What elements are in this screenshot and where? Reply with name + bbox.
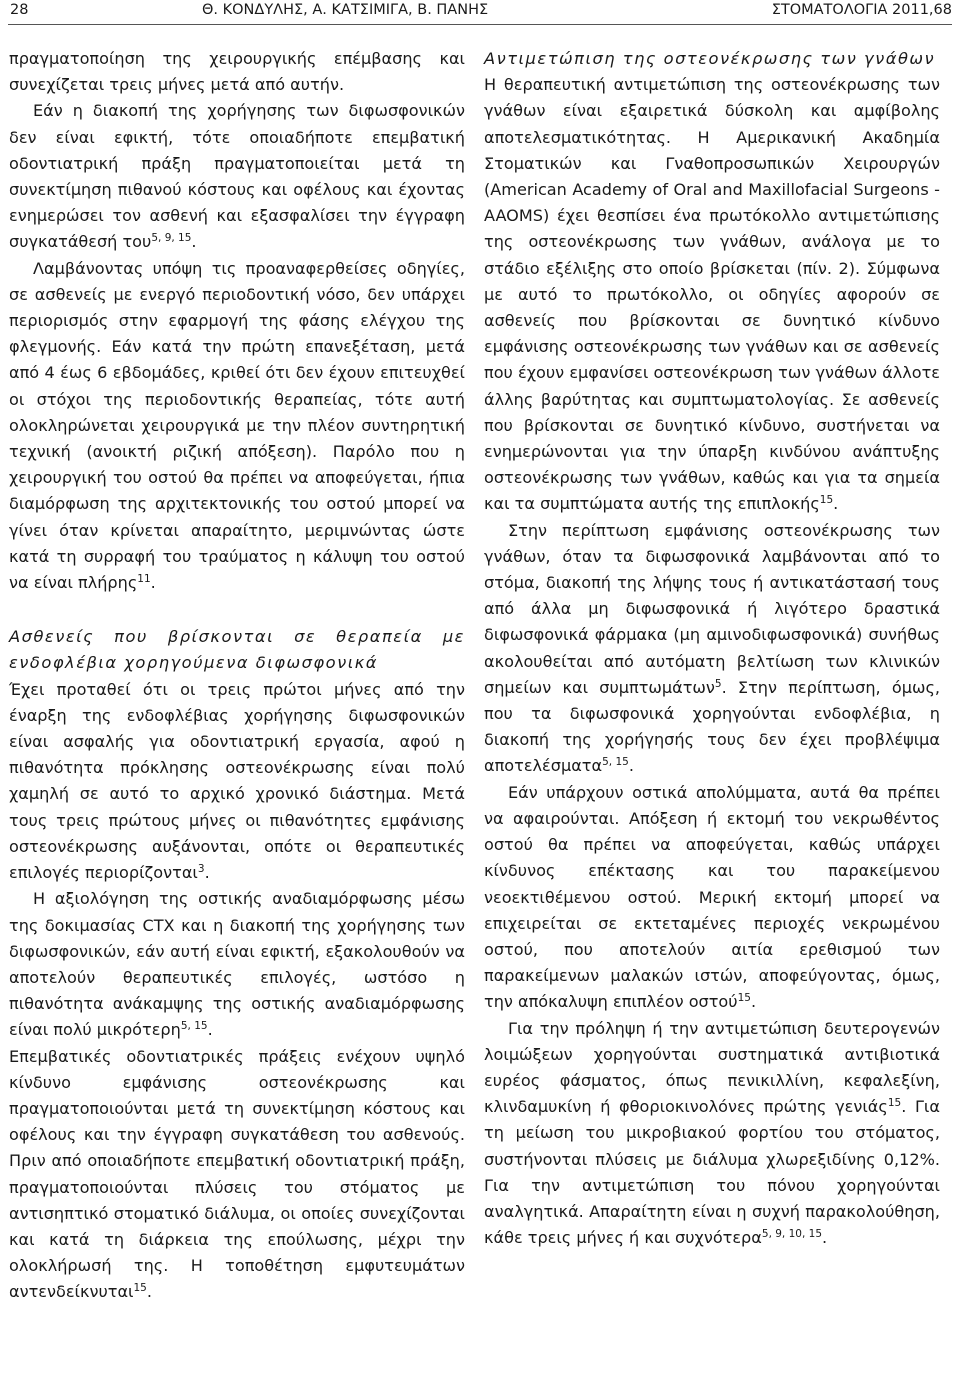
paragraph: Για την πρόληψη ή την αντιμετώπιση δευτερογενών λοιμώξεων χορηγούνται συστηματικά αντιβιοτικά ευρέος φάσματος, όπως πενικιλλίνη, κεφαλεξίνη, κλινδαμυκίνη ή φθοριοκινολόνες πρώτης γενιάς$^{15}$. Για τη μείωση του μικροβιακού φορτίου του στόματος, συστήνονται πλύσεις με διάλυμα χλωρεξιδίνης 0,12%. Για την αντιμετώπιση του πόνου χορηγούνται αναλγητικά. Απαραίτητη είναι η συχνή παρακολούθηση, κάθε τρεις μήνες ή και συχνότερα$^{5, 9, 10, 15}$. — [484, 1018, 940, 1248]
reference: 15 — [133, 1282, 147, 1295]
reference: 15 — [887, 1097, 902, 1110]
paragraph: Επεμβατικές οδοντιατρικές πράξεις ενέχουν υψηλό κίνδυνο εμφάνισης οστεονέκρωσης και πραγματοποιούνται μετά τη συνεκτίμηση κόστους και οφέλους και την έγγραφη συγκατάθεση του ασθενούς. Πριν από οποιαδήποτε επεμβατική οδοντιατρική πράξη, πραγματοποιούνται πλύσεις του στόματος με αντισηπτικό στοματικό διάλυμα, οι οποίες συνεχίζονται και κατά τη διάρκεια της επούλωσης, μέχρι την ολοκλήρωσή της. Η τοποθέτηση εμφυτευμάτων αντενδείκνυται$^{15}$. — [9, 1046, 465, 1302]
paragraph-text: Εάν υπάρχουν οστικά απολύμματα, αυτά θα πρέπει να αφαιρούνται. Απόξεση ή εκτομή του νεκρωθέντος οστού θα πρέπει να αποφεύγεται, καθώς υπάρχει κίνδυνος επέκτασης και του παρακείμενου νεοεκτιθέμενου οστού. Μερική εκτομή μπορεί να επιχειρείται σε εκτεταμένες περιοχές νεκρωμένου οστού, που αποτελούν αιτία ερεθισμού των παρακείμενων μαλακών ιστών, αποφεύγοντας, όμως, την απόκαλυψη επιπλέον οστού — [484, 782, 940, 1012]
paragraph-text: Για την πρόληψη ή την αντιμετώπιση δευτερογενών λοιμώξεων χορηγούνται συστηματικά αντιβιοτικά ευρέος φάσματος, όπως πενικιλλίνη, κεφαλεξίνη, κλινδαμυκίνη ή φθοριοκινολόνες πρώτης γενιάς — [484, 1018, 940, 1117]
right-column — [484, 46, 940, 1251]
paragraph: Η αξιολόγηση της οστικής αναδιαμόρφωσης μέσω της δοκιμασίας CTX και η διακοπή της χορήγησης των διφωσφονικών, εάν αυτή είναι εφικτή, εξακολουθούν να αποτελούν θεραπευτικές επιλογές, ωστόσο η πιθανότητα ανάκαμψης της οστικής αναδιαμόρφωσης είναι πολύ μικρότερη$^{5, 15}$. — [9, 889, 465, 1040]
paragraph-text: . Για τη μείωση του μικροβιακού φορτίου του στόματος, συστήνονται πλύσεις με διάλυμα χλωρεξιδίνης 0,12%. Για την αντιμετώπιση του πόνου χορηγούνται αναλγητικά. Απαραίτητη είναι η συχνή παρακολούθηση, κάθε τρεις μήνες ή και συχνότερα — [484, 1097, 940, 1248]
reference: 11 — [137, 573, 151, 586]
reference: 5, 15 — [180, 1020, 208, 1033]
reference: 5, 9, 10, 15 — [761, 1228, 822, 1241]
paragraph-text: . Στην περίπτωση, όμως, που τα διφωσφονικά χορηγούνται ενδοφλέβια, η διακοπή της χορήγησής τους δεν έχει προβλέψιμα αποτελέσματα — [484, 677, 940, 776]
paragraph: Στην περίπτωση εμφάνισης οστεονέκρωσης των γνάθων, όταν τα διφωσφονικά λαμβάνονται από το στόμα, διακοπή της λήψης τους ή αντικατάστασή τους από άλλα μη διφωσφονικά ή λιγότερο δραστικά διφωσφονικά φάρμακα (μη αμινοδιφωσφονικά) συνήθως ακολουθείται από αυτόματη βελτίωση των κλινικών σημείων και συμπτωμάτων$^5$. Στην περίπτωση, όμως, που τα διφωσφονικά χορηγούνται ενδοφλέβια, η διακοπή της χορήγησής τους δεν έχει προβλέψιμα αποτελέσματα$^{5, 15}$. — [484, 520, 940, 776]
paragraph-text: πραγματοποίηση της χειρουργικής επέμβασης και συνεχίζεται τρεις μήνες μετά από αυτήν. — [9, 49, 465, 95]
running-header — [0, 0, 960, 26]
section-heading: Ασθενείς που βρίσκονται σε θεραπεία με ενδοφλέβια χορηγούμενα διφωσφονικά — [9, 627, 465, 673]
paragraph: Η θεραπευτική αντιμετώπιση της οστεονέκρωσης των γνάθων είναι εξαιρετικά δύσκολη και αμφίβολης αποτελεσματικότητας. Η Αμερικανική Ακαδημία Στοματικών και Γναθοπροσωπικών Χειρουργών (American Academy of Oral and Maxillofacial Surgeons - AAOMS) έχει θεσπίσει ένα πρωτόκολλο αντιμετώπισης της οστεονέκρωσης των γνάθων, ανάλογα με το στάδιο εξέλιξης στο οποίο βρίσκεται (πίν. 2). Σύμφωνα με αυτό το πρωτόκολλο, οι οδηγίες αφορούν σε ασθενείς που βρίσκονται σε δυνητικό κίνδυνο εμφάνισης οστεονέκρωσης των γνάθων και σε ασθενείς που έχουν εμφανίσει οστεονέκρωση των γνάθων άλλοτε άλλης βαρύτητας και συμπτωματολογίας. Σε ασθενείς που βρίσκονται σε δυνητικό κίνδυνο, συστήνεται να ενημερώνονται για την ύπαρξη κινδύνου ανάπτυξης οστεονέκρωσης των γνάθων, καθώς και για τα σημεία και τα συμπτώματα αυτής της επιπλοκής$^{15}$. — [484, 75, 940, 514]
page-number: 28 — [10, 2, 29, 18]
reference: 15 — [819, 494, 834, 507]
reference: 5, 15 — [602, 756, 629, 769]
running-authors: Θ. ΚΟΝΔΥΛΗΣ, Α. ΚΑΤΣΙΜΙΓΑ, Β. ΠΑΝΗΣ — [202, 2, 489, 18]
reference: 5, 9, 15 — [151, 232, 192, 245]
section-heading: Αντιμετώπιση της οστεονέκρωσης των γνάθων — [484, 49, 936, 68]
paragraph-text: Η αξιολόγηση της οστικής αναδιαμόρφωσης μέσω της δοκιμασίας CTX και η διακοπή της χορήγησης των διφωσφονικών, εάν αυτή είναι εφικτή, εξακολουθούν να αποτελούν θεραπευτικές επιλογές, ωστόσο η πιθανότητα ανάκαμψης της οστικής αναδιαμόρφωσης είναι πολύ μικρότερη — [9, 889, 465, 1040]
paragraph — [9, 46, 465, 98]
paragraph-text: Λαμβάνοντας υπόψη τις προαναφερθείσες οδηγίες, σε ασθενείς με ενεργό περιοδοντική νόσο, δεν υπάρχει περιορισμός στην εφαρμογή της φάσης ελέγχου της φλεγμονής. Εάν κατά την πρώτη επανεξέταση, μετά από 4 έως 6 εβδομάδες, κριθεί ότι δεν έχουν επιτευχθεί οι στόχοι της περιοδοντικής θεραπείας, τότε αυτή ολοκληρώνεται χειρουργικά με την πλέον συντηρητική τεχνική (ανοικτή ριζική απόξεση). Παρόλο που η χειρουργική του οστού θα πρέπει να αποφεύγεται, ήπια διαμόρφωση της αρχιτεκτονικής του οστού μπορεί να γίνει όταν κρίνεται απαραίτητο, μεριμνώντας ώστε κατά τη συρραφή του τραύματος η κάλυψη του οστού να είναι πλήρης — [9, 258, 465, 593]
paragraph: Εάν υπάρχουν οστικά απολύμματα, αυτά θα πρέπει να αφαιρούνται. Απόξεση ή εκτομή του νεκρωθέντος οστού θα πρέπει να αποφεύγεται, καθώς υπάρχει κίνδυνος επέκτασης και του παρακείμενου νεοεκτιθέμενου οστού. Μερική εκτομή μπορεί να επιχειρείται σε εκτεταμένες περιοχές νεκρωμένου οστού, που αποτελούν αιτία ερεθισμού των παρακείμενων μαλακών ιστών, αποφεύγοντας, όμως, την απόκαλυψη επιπλέον οστού$^{15}$. — [484, 782, 940, 1012]
header-rule — [8, 24, 952, 25]
paragraph: Έχει προταθεί ότι οι τρεις πρώτοι μήνες από την έναρξη της ενδοφλέβιας χορήγησης διφωσφονικών είναι ασφαλής για οδοντιατρική εργασία, αφού η πιθανότητα πρόκλησης οστεονέκρωσης είναι πολύ χαμηλή σε αυτό το αρχικό χρονικό διάστημα. Μετά τους τρεις πρώτους μήνες οι πιθανότητες εμφάνισης οστεονέκρωσης αυξάνονται, οπότε οι θεραπευτικές επιλογές περιορίζονται$^3$. — [9, 679, 465, 883]
paragraph: Λαμβάνοντας υπόψη τις προαναφερθείσες οδηγίες, σε ασθενείς με ενεργό περιοδοντική νόσο, δεν υπάρχει περιορισμός στην εφαρμογή της φάσης ελέγχου της φλεγμονής. Εάν κατά την πρώτη επανεξέταση, μετά από 4 έως 6 εβδομάδες, κριθεί ότι δεν έχουν επιτευχθεί οι στόχοι της περιοδοντικής θεραπείας, τότε αυτή ολοκληρώνεται χειρουργικά με την πλέον συντηρητική τεχνική (ανοικτή ριζική απόξεση). Παρόλο που η χειρουργική του οστού θα πρέπει να αποφεύγεται, ήπια διαμόρφωση της αρχιτεκτονικής του οστού μπορεί να γίνει όταν κρίνεται απαραίτητο, μεριμνώντας ώστε κατά τη συρραφή του τραύματος η κάλυψη του οστού να είναι πλήρης$^{11}$. — [9, 258, 465, 593]
journal-citation: ΣΤΟΜΑΤΟΛΟΓΙΑ 2011,68 — [771, 2, 952, 18]
paragraph-text: Έχει προταθεί ότι οι τρεις πρώτοι μήνες από την έναρξη της ενδοφλέβιας χορήγησης διφωσφονικών είναι ασφαλής για οδοντιατρική εργασία, αφού η πιθανότητα πρόκλησης οστεονέκρωσης είναι πολύ χαμηλή σε αυτό το αρχικό χρονικό διάστημα. Μετά τους τρεις πρώτους μήνες οι πιθανότητες εμφάνισης οστεονέκρωσης αυξάνονται, οπότε οι θεραπευτικές επιλογές περιορίζονται — [9, 679, 465, 883]
reference: 15 — [737, 992, 751, 1005]
paragraph-text: Εάν η διακοπή της χορήγησης των διφωσφονικών δεν είναι εφικτή, τότε οποιαδήποτε επεμβατική οδοντιατρική πράξη πραγματοποιείται μετά τη συνεκτίμηση πιθανού κόστους και οφέλους και έχοντας ενημερώσει τον ασθενή και εξασφαλίσει την έγγραφη συγκατάθεσή του — [9, 101, 465, 252]
paragraph-text: Η θεραπευτική αντιμετώπιση της οστεονέκρωσης των γνάθων είναι εξαιρετικά δύσκολη και αμφίβολης αποτελεσματικότητας. Η Αμερικανική Ακαδημία Στοματικών και Γναθοπροσωπικών Χειρουργών (American Academy of Oral and Maxillofacial Surgeons - AAOMS) έχει θεσπίσει ένα πρωτόκολλο αντιμετώπισης της οστεονέκρωσης των γνάθων, ανάλογα με το στάδιο εξέλιξης στο οποίο βρίσκεται (πίν. 2). Σύμφωνα με αυτό το πρωτόκολλο, οι οδηγίες αφορούν σε ασθενείς που βρίσκονται σε δυνητικό κίνδυνο εμφάνισης οστεονέκρωσης των γνάθων και σε ασθενείς που έχουν εμφανίσει οστεονέκρωση των γνάθων άλλοτε άλλης βαρύτητας και συμπτωματολογίας. Σε ασθενείς που βρίσκονται σε δυνητικό κίνδυνο, συστήνεται να ενημερώνονται για την ύπαρξη κινδύνου ανάπτυξης οστεονέκρωσης των γνάθων, καθώς και για τα σημεία και τα συμπτώματα αυτής της επιπλοκής — [484, 75, 940, 514]
reference: 5 — [714, 677, 722, 690]
paragraph-text: Επεμβατικές οδοντιατρικές πράξεις ενέχουν υψηλό κίνδυνο εμφάνισης οστεονέκρωσης και πραγματοποιούνται μετά τη συνεκτίμηση κόστους και οφέλους και την έγγραφη συγκατάθεση του ασθενούς. Πριν από οποιαδήποτε επεμβατική οδοντιατρική πράξη, πραγματοποιούνται πλύσεις του στόματος με αντισηπτικό στοματικό διάλυμα, οι οποίες συνεχίζονται και κατά τη διάρκεια της επούλωσης, μέχρι την ολοκλήρωσή της. Η τοποθέτηση εμφυτευμάτων αντενδείκνυται — [9, 1046, 465, 1302]
left-column — [9, 46, 465, 1306]
paragraph: Εάν η διακοπή της χορήγησης των διφωσφονικών δεν είναι εφικτή, τότε οποιαδήποτε επεμβατική οδοντιατρική πράξη πραγματοποιείται μετά τη συνεκτίμηση πιθανού κόστους και οφέλους και έχοντας ενημερώσει τον ασθενή και εξασφαλίσει την έγγραφη συγκατάθεσή του$^{5, 9, 15}$. — [9, 101, 465, 252]
reference: 3 — [197, 863, 205, 876]
paragraph-text: Στην περίπτωση εμφάνισης οστεονέκρωσης των γνάθων, όταν τα διφωσφονικά λαμβάνονται από το στόμα, διακοπή της λήψης τους ή αντικατάστασή τους από άλλα μη διφωσφονικά ή λιγότερο δραστικά διφωσφονικά φάρμακα (μη αμινοδιφωσφονικά) συνήθως ακολουθείται από αυτόματη βελτίωση των κλινικών σημείων και συμπτωμάτων — [484, 520, 940, 697]
